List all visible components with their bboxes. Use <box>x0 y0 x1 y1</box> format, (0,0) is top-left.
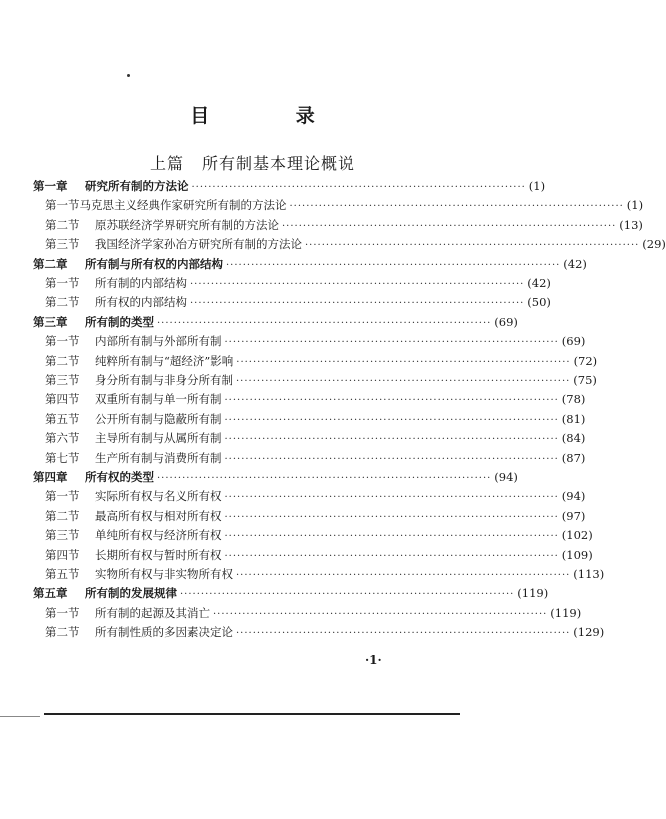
bottom-rule <box>44 713 460 715</box>
toc-section-row <box>45 197 644 215</box>
toc-entry-number: 第五节 <box>45 411 80 426</box>
toc-entry-number: 第三节 <box>45 528 80 543</box>
toc-entry-number: 第一章 <box>33 179 68 193</box>
toc-entry-number: 第六节 <box>45 431 80 446</box>
toc-entry-title: 最高所有权与相对所有权 <box>95 508 222 523</box>
toc-page-number: (102) <box>561 528 593 543</box>
toc-page-number: (50) <box>527 295 551 310</box>
toc-leader-dots: ················································································ <box>180 589 515 601</box>
toc-entry-title: 原苏联经济学界研究所有制的方法论 <box>95 217 279 232</box>
toc-leader-dots: ················································································ <box>190 298 525 310</box>
toc-chapter-row <box>33 469 518 487</box>
toc-section-row <box>45 294 551 312</box>
toc-entry-title: 第一节马克思主义经典作家研究所有制的方法论 <box>45 198 287 213</box>
toc-entry-title: 长期所有权与暂时所有权 <box>95 547 222 562</box>
toc-section-row <box>45 333 586 351</box>
toc-entry-number: 第七节 <box>45 450 80 465</box>
toc-entry-number: 第一节 <box>45 605 80 620</box>
toc-entry-title: 双重所有制与单一所有制 <box>95 392 222 407</box>
toc-entry-title: 纯粹所有制与“超经济”影响 <box>95 353 234 368</box>
scan-speck <box>127 74 130 77</box>
toc-entry-title: 主导所有制与从属所有制 <box>95 431 222 446</box>
toc-entry-title: 我国经济学家孙冶方研究所有制的方法论 <box>95 237 302 252</box>
toc-page-number: (1) <box>626 198 644 213</box>
toc-section-row <box>45 488 586 506</box>
toc-leader-dots: ················································································ <box>282 220 617 232</box>
toc-chapter-row <box>33 585 549 603</box>
toc-page-number: (94) <box>561 489 586 504</box>
toc-page-number: (109) <box>561 547 593 562</box>
toc-entry-title: 所有制的内部结构 <box>95 276 187 290</box>
toc-entry-number: 第二章 <box>33 256 68 271</box>
toc-leader-dots: ················································································ <box>305 240 640 252</box>
toc-entry-title: 所有制性质的多因素决定论 <box>95 625 233 640</box>
toc-entry-title: 实际所有权与名义所有权 <box>95 489 222 504</box>
toc-page-number: (29) <box>642 237 666 252</box>
toc-section-row <box>45 236 666 254</box>
toc-entry-title: 所有权的类型 <box>85 470 154 484</box>
toc-leader-dots: ················································································ <box>224 550 559 562</box>
part-label: 上篇 <box>149 154 184 173</box>
toc-section-row <box>45 372 597 390</box>
toc-entry-title: 所有权的内部结构 <box>95 295 187 310</box>
toc-page-number: (78) <box>561 392 586 407</box>
toc-page-number: (84) <box>561 431 586 446</box>
toc-entry-title: 实物所有权与非实物所有权 <box>95 567 233 581</box>
toc-entry-number: 第二节 <box>45 295 80 310</box>
toc-entry-title: 所有制的起源及其消亡 <box>95 605 210 620</box>
toc-entry-number: 第五章 <box>33 586 68 601</box>
toc-leader-dots: ················································································ <box>236 376 571 387</box>
toc-section-row <box>45 624 605 642</box>
toc-entry-title: 生产所有制与消费所有制 <box>95 450 222 465</box>
toc-leader-dots: ················································································ <box>289 201 624 213</box>
toc-entry-number: 第三节 <box>45 237 80 252</box>
toc-section-row <box>45 430 586 448</box>
toc-section-row <box>45 275 551 293</box>
toc-page-number: (94) <box>494 470 518 484</box>
toc-page-number: (69) <box>494 314 518 329</box>
toc-section-row <box>45 411 586 429</box>
toc-entry-number: 第一节 <box>45 489 80 504</box>
toc-leader-dots: ················································································ <box>213 608 548 620</box>
toc-page-number: (129) <box>573 625 605 640</box>
toc-entry-title: 所有制的类型 <box>85 314 154 329</box>
toc-entry-number: 第一节 <box>45 334 80 349</box>
toc-page-number: (113) <box>573 567 605 581</box>
toc-page-number: (119) <box>550 605 582 620</box>
toc-section-row <box>45 527 593 545</box>
toc-section-row <box>45 508 586 526</box>
toc-entry-number: 第三节 <box>45 373 80 387</box>
toc-section-row <box>45 547 593 565</box>
toc-entry-title: 所有制与所有权的内部结构 <box>85 256 223 271</box>
toc-entry-number: 第四节 <box>45 547 80 562</box>
toc-entry-number: 第五节 <box>45 567 80 581</box>
toc-entry-number: 第二节 <box>45 625 80 640</box>
toc-entry-title: 单纯所有权与经济所有权 <box>95 528 222 543</box>
toc-entry-title: 所有制的发展规律 <box>85 586 177 601</box>
toc-entry-number: 第二节 <box>45 353 80 368</box>
page-number: ·1· <box>365 653 382 667</box>
toc-entry-number: 第三章 <box>33 314 68 329</box>
toc-section-row <box>45 566 605 584</box>
toc-section-row <box>45 605 582 623</box>
toc-leader-dots: ················································································ <box>224 434 559 446</box>
toc-entry-title: 内部所有制与外部所有制 <box>95 334 222 349</box>
toc-chapter-row <box>33 178 546 196</box>
toc-leader-dots: ················································································ <box>157 317 492 329</box>
part-heading <box>0 151 505 174</box>
toc-entry-number: 第二节 <box>45 217 80 232</box>
part-name: 所有制基本理论概说 <box>202 154 356 173</box>
toc-leader-dots: ················································································ <box>224 395 559 407</box>
toc-page-number: (97) <box>561 508 586 523</box>
toc-entry-title: 身分所有制与非身分所有制 <box>95 373 233 387</box>
toc-page-number: (42) <box>563 256 587 271</box>
toc-page-number: (1) <box>528 179 546 193</box>
toc-page-number: (75) <box>573 373 597 387</box>
toc-leader-dots: ················································································ <box>190 279 525 290</box>
page-title: 目 录 <box>190 105 355 127</box>
toc-leader-dots: ················································································ <box>224 492 559 504</box>
toc-page-number: (119) <box>517 586 549 601</box>
toc-leader-dots: ················································································ <box>224 337 559 349</box>
toc-section-row <box>45 217 643 235</box>
toc-entry-title: 研究所有制的方法论 <box>85 179 189 193</box>
toc-leader-dots: ················································································ <box>224 511 559 523</box>
toc-entry-title: 公开所有制与隐蔽所有制 <box>95 411 222 426</box>
toc-section-row <box>45 353 598 371</box>
toc-leader-dots: ················································································ <box>236 356 571 368</box>
toc-leader-dots: ················································································ <box>224 414 559 426</box>
toc-leader-dots: ················································································ <box>236 628 571 640</box>
toc-page-number: (42) <box>527 276 551 290</box>
toc-page-number: (72) <box>573 353 598 368</box>
toc-leader-dots: ················································································ <box>224 453 559 465</box>
toc-leader-dots: ················································································ <box>157 473 492 484</box>
toc-entry-number: 第二节 <box>45 508 80 523</box>
toc-page-number: (69) <box>561 334 586 349</box>
toc-entry-number: 第四章 <box>33 470 68 484</box>
toc-entry-number: 第一节 <box>45 276 80 290</box>
toc-leader-dots: ················································································ <box>226 259 561 271</box>
toc-section-row <box>45 450 586 468</box>
toc-page-number: (13) <box>619 217 643 232</box>
toc-chapter-row <box>33 256 587 274</box>
bottom-rule-left <box>0 716 40 717</box>
toc-leader-dots: ················································································ <box>224 531 559 543</box>
toc-entry-number: 第四节 <box>45 392 80 407</box>
toc-page-number: (81) <box>561 411 586 426</box>
toc-section-row <box>45 391 586 409</box>
toc-chapter-row <box>33 314 518 332</box>
toc-leader-dots: ················································································ <box>236 570 571 581</box>
toc-page-number: (87) <box>561 450 586 465</box>
toc-leader-dots: ················································································ <box>191 182 526 193</box>
